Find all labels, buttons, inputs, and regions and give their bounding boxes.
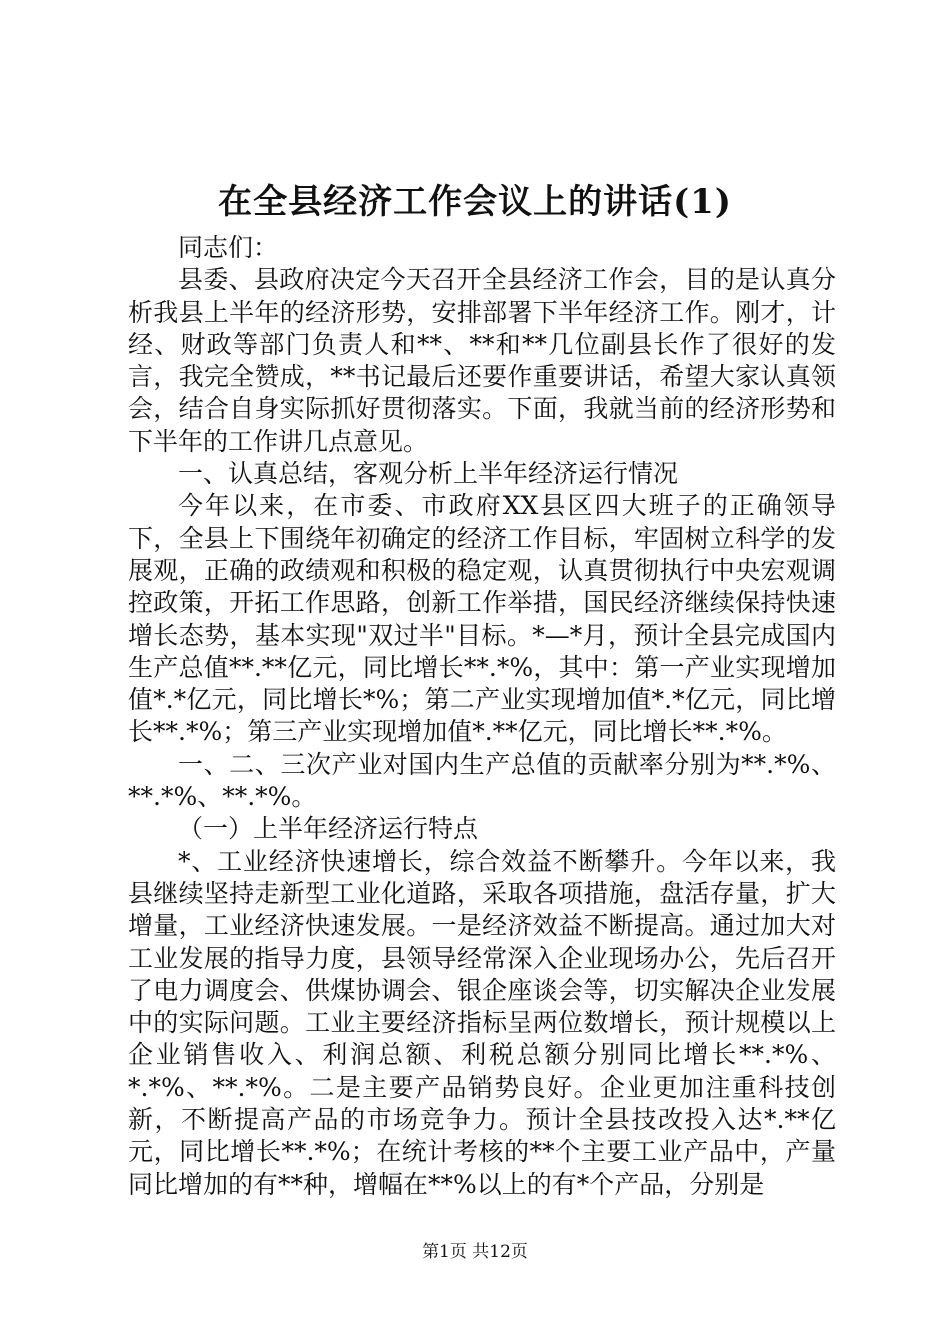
salutation-paragraph: 同志们： [178,233,279,262]
section-heading: 一、认真总结，客观分析上半年经济运行情况 [178,459,679,489]
subsection-heading: （一）上半年经济运行特点 [178,814,479,844]
document-title: 在全县经济工作会议上的讲话(1) [218,182,732,222]
economy-summary-paragraph: 今年以来，在市委、市政府XX县区四大班子的正确领导下，全县上下围绕年初确定的经济工作目标，牢固树立科学的发展观，正确的政绩观和积极的稳定观，认真贯彻执行中央宏观调控政策，开拓工作思路，创新工作举措，国民经济继续保持快速增长态势，基本实现"双过半"目标。*—*月，预计全县完成国内生产总值**.**亿元，同比增长**.*%，其中：第一产业实现增加值*.*亿元，同比增长*%；第二产业实现增加值*.*亿元，同比增长**.*%；第三产业实现增加值*.**亿元，同比增长**.*%。 [128,491,836,747]
document-body [128,232,836,1201]
contribution-rate-paragraph: 一、二、三次产业对国内生产总值的贡献率分别为**.*%、**.*%、**.*%。 [128,749,836,812]
industry-paragraph: *、工业经济快速增长，综合效益不断攀升。今年以来，我县继续坚持走新型工业化道路，采取各项措施，盘活存量，扩大增量，工业经济快速发展。一是经济效益不断提高。通过加大对工业发展的指导力度，县领导经常深入企业现场办公，先后召开了电力调度会、供煤协调会、银企座谈会等，切实解决企业发展中的实际问题。工业主要经济指标呈两位数增长，预计规模以上企业销售收入、利润总额、利税总额分别同比增长**.*%、*.*%、**.*%。二是主要产品销势良好。企业更加注重科技创新，不断提高产品的市场竞争力。预计全县技改投入达*.**亿元，同比增长**.*%；在统计考核的**个主要工业产品中，产量同比增加的有**种，增幅在**%以上的有*个产品，分别是 [128,846,836,1199]
page-number-footer: 第1页 共12页 [422,1242,528,1262]
intro-paragraph: 县委、县政府决定今天召开全县经济工作会，目的是认真分析我县上半年的经济形势，安排部署下半年经济工作。刚才，计经、财政等部门负责人和**、**和**几位副县长作了很好的发言，我完全赞成，**书记最后还要作重要讲话，希望大家认真领会，结合自身实际抓好贯彻落实。下面，我就当前的经济形势和下半年的工作讲几点意见。 [128,265,836,456]
